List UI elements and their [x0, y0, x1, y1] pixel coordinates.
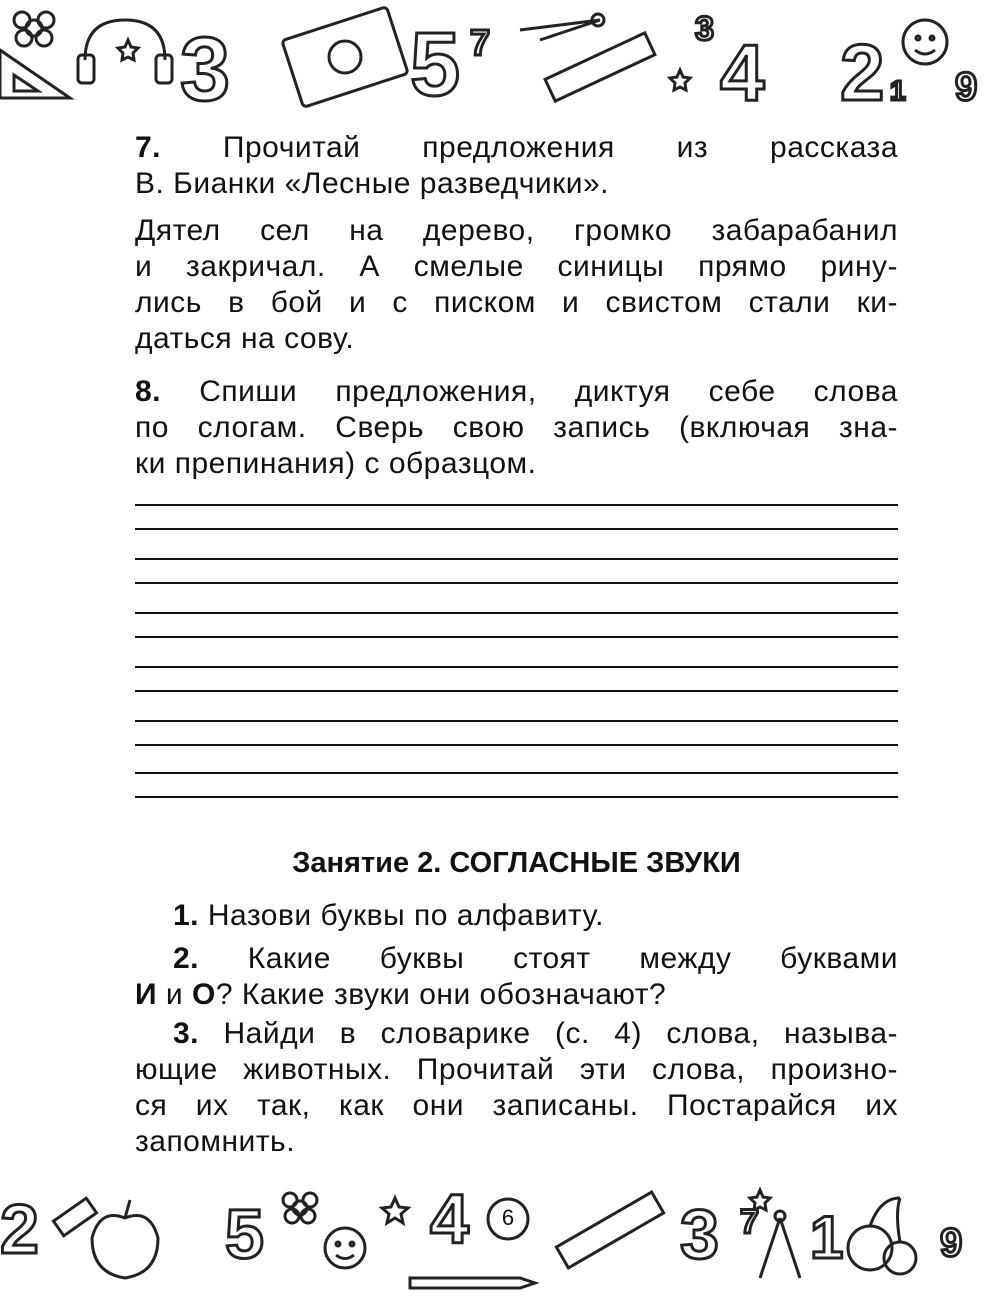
- letter-i: И: [135, 978, 158, 1011]
- headphones-icon: [78, 20, 172, 83]
- exercise-7-instruction: [135, 130, 898, 202]
- svg-text:4: 4: [430, 1180, 469, 1258]
- task-3-line-1: 3. Найди в словарике (с. 4) слова, называ-: [173, 1017, 898, 1050]
- exercise-7-quote: [135, 213, 898, 357]
- quote-line: лись в бой и с писком и свистом стали ки-: [135, 286, 898, 319]
- smiley-icon: [903, 20, 947, 64]
- task-number: 1.: [173, 899, 200, 932]
- writing-line: [135, 558, 898, 560]
- pencil-icon: [410, 1278, 535, 1288]
- ruler-icon: [556, 1192, 663, 1268]
- top-decorative-border: [0, 0, 986, 110]
- exercise-7-line-2: В. Бианки «Лесные разведчики».: [135, 167, 610, 200]
- task-2: [135, 941, 898, 1013]
- svg-text:7: 7: [740, 1203, 759, 1241]
- task-1: [135, 898, 898, 934]
- digit-glyphs: [0, 1180, 962, 1273]
- ruler-icon: [545, 33, 655, 101]
- svg-text:3: 3: [680, 1195, 719, 1273]
- svg-text:4: 4: [720, 28, 765, 110]
- svg-text:9: 9: [940, 1221, 963, 1265]
- exercise-8-line-3: ки препинания) с образцом.: [135, 447, 537, 480]
- quote-line: и закричал. А смелые синицы прямо рину-: [135, 250, 898, 283]
- writing-line: [135, 796, 898, 798]
- exercise-7-line-1: 7. Прочитай предложения из рассказа: [135, 131, 898, 164]
- writing-line: [135, 528, 898, 530]
- writing-line: [135, 636, 898, 638]
- flower-icon: [283, 1193, 317, 1223]
- task-3-line-2: ющие животных. Прочитай эти слова, произно-: [135, 1053, 898, 1086]
- quote-line: Дятел сел на дерево, громко забарабанил: [135, 214, 898, 247]
- exercise-number: 8.: [135, 375, 162, 408]
- svg-text:5: 5: [410, 15, 461, 110]
- svg-text:3: 3: [695, 10, 714, 48]
- task-number: 2.: [173, 942, 200, 975]
- task-1-line: 1. Назови буквы по алфавиту.: [173, 899, 604, 932]
- apple-icon: [92, 1200, 158, 1278]
- compass-icon: [520, 14, 604, 40]
- writing-line: [135, 612, 898, 614]
- svg-text:2: 2: [840, 28, 885, 110]
- flower-icon: [14, 12, 54, 46]
- exercise-8-line-2: по слогам. Сверь свою запись (включая зна-: [135, 411, 898, 444]
- svg-text:2: 2: [0, 1190, 39, 1268]
- cherry-icon: [848, 1198, 916, 1274]
- exercise-8-instruction: [135, 374, 898, 482]
- letter-o: О: [192, 978, 216, 1011]
- writing-line: [135, 582, 898, 584]
- task-2-line-2: И и О? Какие звуки они обозначают?: [135, 978, 667, 1011]
- exercise-number: 7.: [135, 131, 162, 164]
- svg-text:3: 3: [180, 20, 231, 110]
- svg-text:1: 1: [890, 75, 906, 106]
- lesson-heading: Занятие 2. СОГЛАСНЫЕ ЗВУКИ: [292, 847, 741, 879]
- banknote-icon: [282, 7, 408, 108]
- task-3-line-3: ся их так, как они записаны. Постарайся их: [135, 1089, 898, 1122]
- task-3: [135, 1016, 898, 1160]
- exercise-8-line-1: 8. Спиши предложения, диктуя себе слова: [135, 375, 898, 408]
- writing-line: [135, 690, 898, 692]
- svg-text:7: 7: [470, 22, 491, 63]
- triangle-ruler-icon: [0, 50, 70, 98]
- eraser-icon: [53, 1198, 96, 1236]
- writing-line: [135, 772, 898, 774]
- task-3-line-4: запомнить.: [135, 1125, 296, 1158]
- quote-line: даться на сову.: [135, 322, 355, 355]
- svg-text:9: 9: [955, 65, 978, 109]
- writing-line: [135, 744, 898, 746]
- svg-text:1: 1: [810, 1204, 844, 1271]
- svg-text:5: 5: [225, 1195, 264, 1273]
- task-number: 3.: [173, 1017, 200, 1050]
- page-number: 6: [501, 1205, 515, 1230]
- writing-line: [135, 666, 898, 668]
- bottom-decorative-border: [0, 1178, 986, 1299]
- writing-line: [135, 504, 898, 506]
- task-2-line-1: 2. Какие буквы стоят между буквами: [173, 942, 898, 975]
- writing-line: [135, 720, 898, 722]
- compass-icon: [760, 1211, 800, 1278]
- smiley-icon: [325, 1228, 365, 1268]
